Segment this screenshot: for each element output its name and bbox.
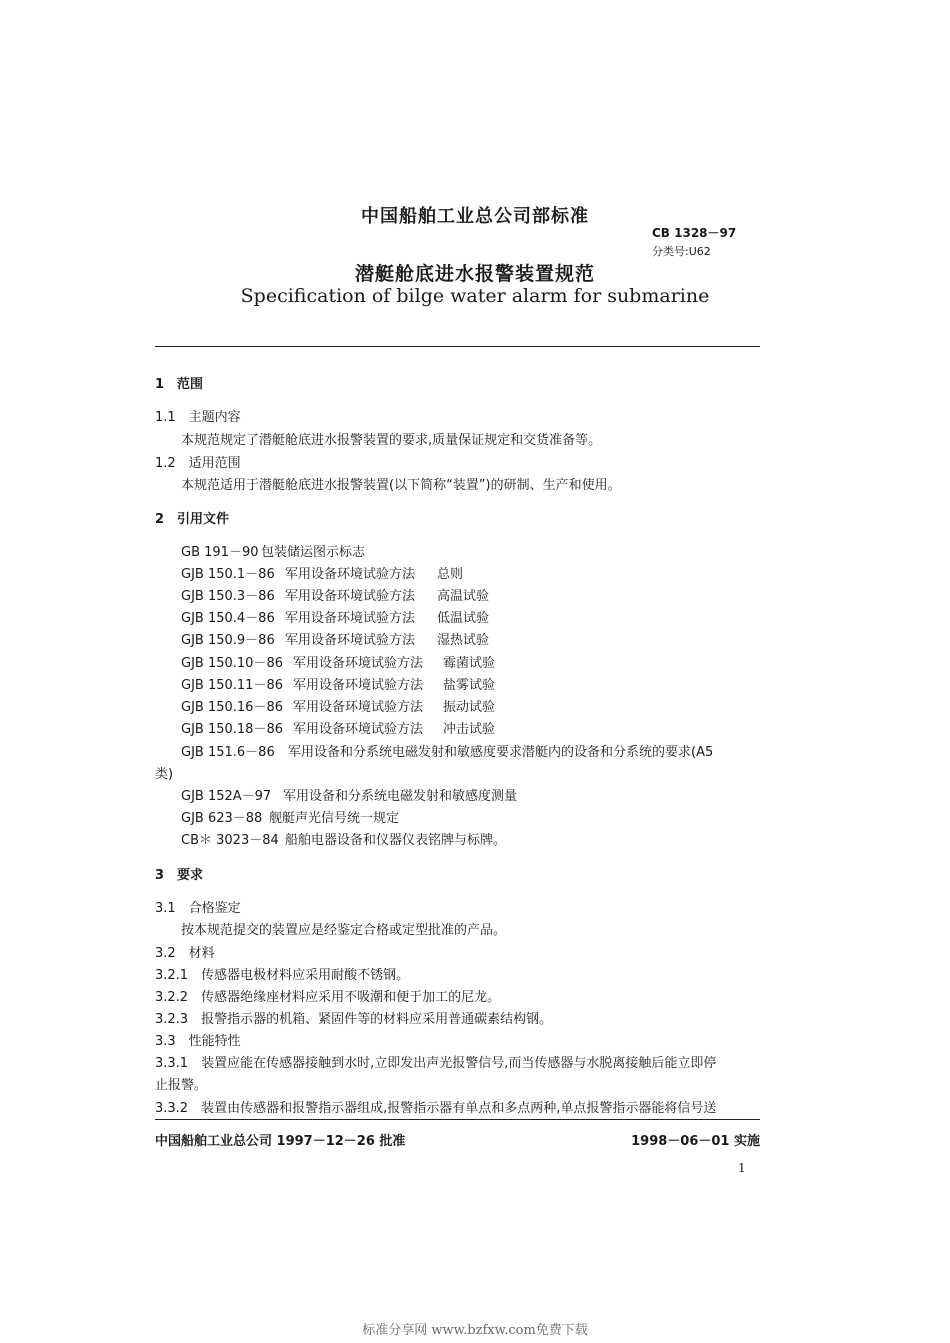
reference-item: [181, 674, 495, 693]
reference-title: 军用设备和分系统电磁发射和敏感度要求潜艇内的设备和分系统的要求(A5: [288, 745, 714, 760]
reference-item: [181, 696, 495, 715]
section-1-2-text: 本规范适用于潜艇舱底进水报警装置(以下简称“装置”)的研制、生产和使用。: [181, 478, 621, 493]
reference-item: [181, 585, 489, 604]
reference-code: GJB 150.4－86: [181, 611, 275, 626]
page-number: 1: [738, 1161, 746, 1175]
section-3-2-heading: 3.2 材料: [155, 946, 215, 961]
watermark-text: 标准分享网 www.bzfxw.com免费下载: [362, 1323, 588, 1338]
classification-number: 分类号:U62: [652, 245, 711, 258]
section-1-1-text: 本规范规定了潜艇舱底进水报警装置的要求,质量保证规定和交货准备等。: [181, 433, 602, 448]
reference-subtitle: 总则: [437, 567, 464, 582]
implementation-date: 1998－06－01 实施: [631, 1134, 760, 1149]
reference-title: 军用设备环境试验方法: [285, 567, 416, 582]
reference-subtitle: 湿热试验: [437, 633, 490, 648]
reference-title: 军用设备和分系统电磁发射和敏感度测量: [283, 789, 518, 804]
reference-code: GB 191－90: [181, 545, 259, 560]
reference-code: GJB 150.1－86: [181, 567, 275, 582]
section-2-heading: 2 引用文件: [155, 512, 230, 527]
section-3-3-heading: 3.3 性能特性: [155, 1034, 241, 1049]
section-3-1-text: 按本规范提交的装置应是经鉴定合格或定型批准的产品。: [181, 923, 507, 938]
reference-code: CB＊ 3023－84: [181, 833, 279, 848]
footer-divider: [155, 1119, 760, 1120]
section-1-2-heading: 1.2 适用范围: [155, 456, 241, 471]
reference-item: [181, 541, 365, 560]
section-3-3-2-line1: 3.3.2 装置由传感器和报警指示器组成,报警指示器有单点和多点两种,单点报警指示器能将信号送: [155, 1101, 717, 1116]
reference-item: [181, 718, 495, 737]
section-3-3-1-line1: 3.3.1 装置应能在传感器接触到水时,立即发出声光报警信号,而当传感器与水脱离接触后能立即停: [155, 1056, 717, 1071]
reference-title: 船舶电器设备和仪器仪表铭牌与标牌。: [285, 833, 507, 848]
reference-code: GJB 150.18－86: [181, 722, 283, 737]
document-title-chinese: 潜艇舱底进水报警装置规范: [354, 263, 595, 285]
issuing-organization: 中国船舶工业总公司部标准: [361, 206, 589, 227]
reference-item: [181, 607, 489, 626]
reference-code: GJB 152A－97: [181, 789, 272, 804]
reference-title: 包装储运图示标志: [261, 545, 366, 560]
reference-title: 军用设备环境试验方法: [285, 633, 416, 648]
reference-item: [181, 807, 399, 826]
approval-date: 中国船舶工业总公司 1997－12－26 批准: [155, 1134, 406, 1149]
reference-title: 军用设备环境试验方法: [293, 678, 424, 693]
section-3-2-3: 3.2.3 报警指示器的机箱、紧固件等的材料应采用普通碳素结构钢。: [155, 1012, 553, 1027]
reference-code: GJB 150.16－86: [181, 700, 283, 715]
reference-item: [181, 563, 463, 582]
reference-item: [181, 741, 713, 760]
reference-code: GJB 150.9－86: [181, 633, 275, 648]
reference-code: GJB 150.3－86: [181, 589, 275, 604]
reference-code: GJB 151.6－86: [181, 745, 275, 760]
reference-subtitle: 霉菌试验: [443, 656, 496, 671]
reference-item: [181, 652, 495, 671]
reference-subtitle: 盐雾试验: [443, 678, 496, 693]
reference-subtitle: 振动试验: [443, 700, 496, 715]
standard-code: CB 1328－97: [652, 226, 737, 240]
section-3-2-2: 3.2.2 传感器绝缘座材料应采用不吸潮和便于加工的尼龙。: [155, 990, 501, 1005]
reference-title: 军用设备环境试验方法: [293, 656, 424, 671]
section-3-heading: 3 要求: [155, 868, 204, 883]
reference-subtitle: 低温试验: [437, 611, 490, 626]
reference-wrap-text: 类): [155, 767, 174, 782]
header-divider: [155, 346, 760, 347]
reference-title: 舰艇声光信号统一规定: [269, 811, 400, 826]
section-1-heading: 1 范围: [155, 377, 204, 392]
section-3-2-1: 3.2.1 传感器电极材料应采用耐酸不锈钢。: [155, 968, 410, 983]
document-title-english: Specification of bilge water alarm for submarine: [240, 285, 710, 307]
reference-item: [181, 829, 506, 848]
reference-title: 军用设备环境试验方法: [293, 700, 424, 715]
reference-title: 军用设备环境试验方法: [285, 611, 416, 626]
reference-code: GJB 150.10－86: [181, 656, 283, 671]
reference-code: GJB 623－88: [181, 811, 263, 826]
reference-title: 军用设备环境试验方法: [285, 589, 416, 604]
reference-title: 军用设备环境试验方法: [293, 722, 424, 737]
reference-subtitle: 冲击试验: [443, 722, 496, 737]
section-1-1-heading: 1.1 主题内容: [155, 410, 241, 425]
reference-subtitle: 高温试验: [437, 589, 490, 604]
section-3-3-1-line2: 止报警。: [155, 1078, 208, 1093]
reference-item: [181, 629, 489, 648]
reference-item: [181, 785, 517, 804]
reference-code: GJB 150.11－86: [181, 678, 283, 693]
section-3-1-heading: 3.1 合格鉴定: [155, 901, 241, 916]
